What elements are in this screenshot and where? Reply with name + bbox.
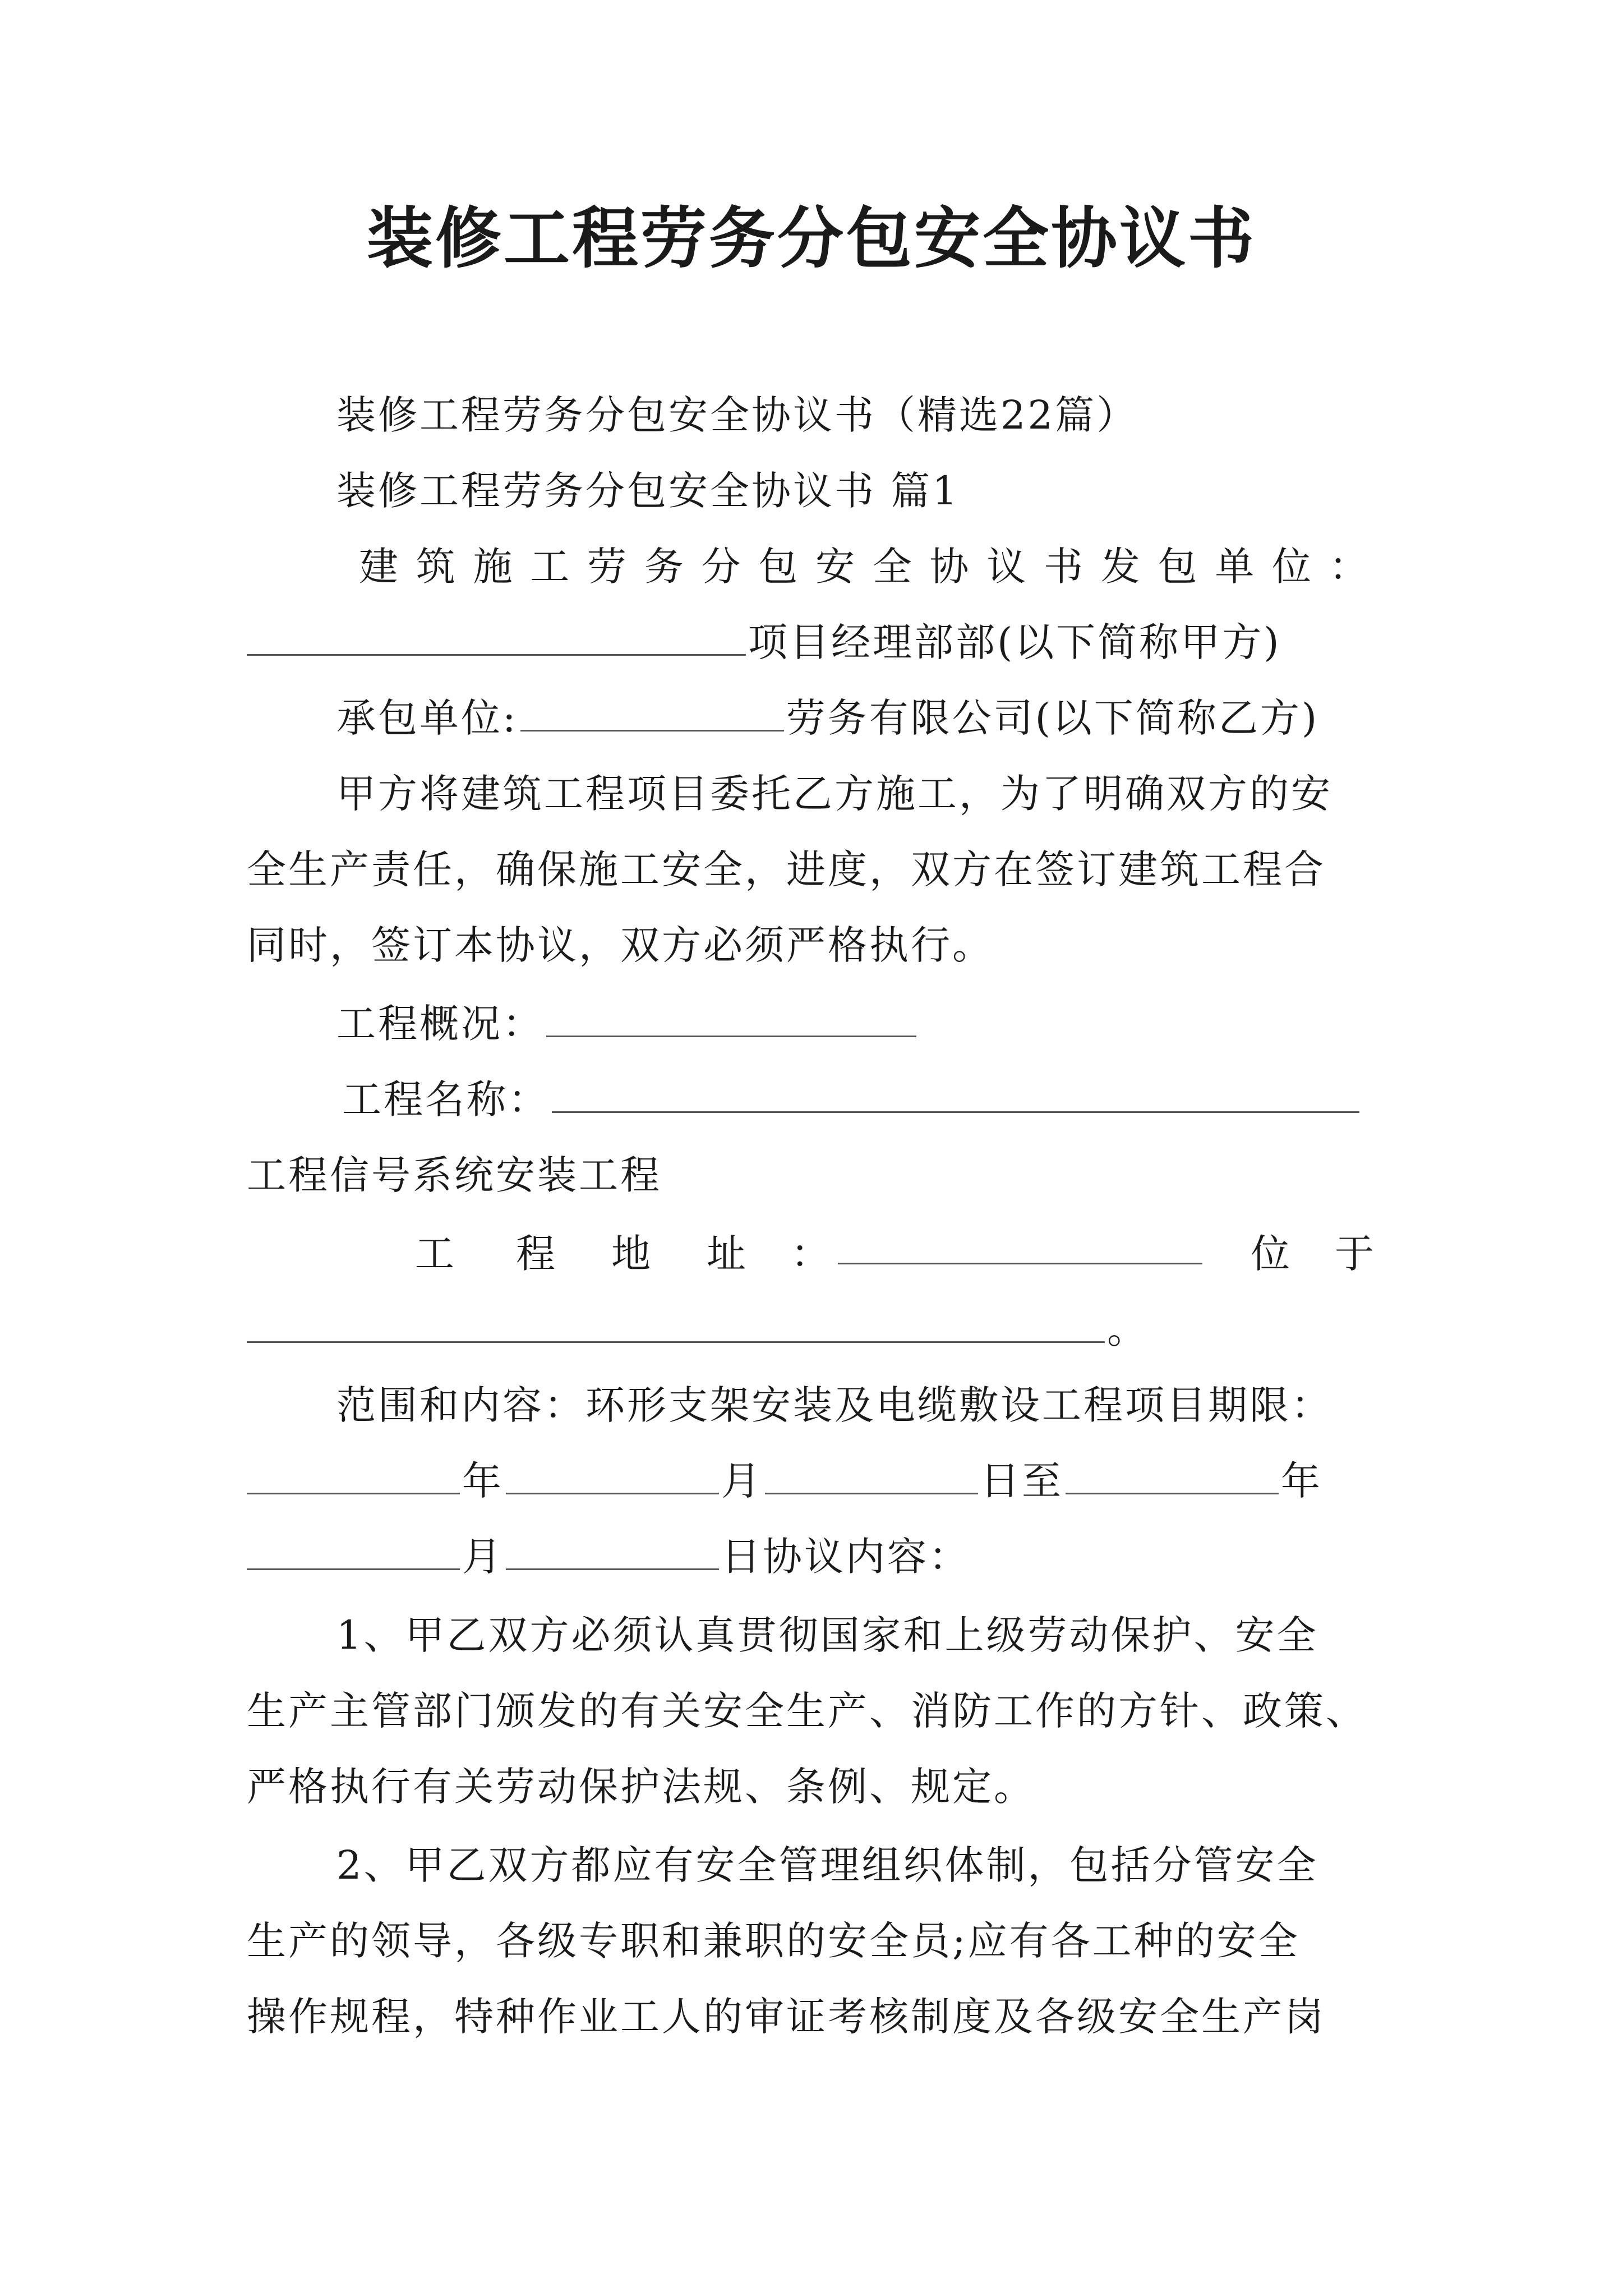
contractor-suffix: 项目经理部部(以下简称甲方) — [748, 619, 1281, 665]
clause1-line-2: 生产主管部门颁发的有关安全生产、消防工作的方针、政策、 — [247, 1688, 1367, 1734]
overview-blank — [546, 999, 916, 1037]
date-line-1: 年 月 日至 年 — [247, 1453, 1322, 1509]
contractor-blank — [247, 617, 746, 656]
year-blank-2 — [1066, 1456, 1279, 1494]
document-title: 装修工程劳务分包安全协议书 — [366, 199, 1256, 277]
clause2-line-2: 生产的领导，各级专职和兼职的安全员;应有各工种的安全 — [247, 1918, 1300, 1964]
subcontractor-label: 承包单位: — [336, 695, 518, 741]
address-line: 工 程 地 址 ： 位 于 — [415, 1226, 1380, 1282]
contractor-line — [247, 614, 1281, 670]
subcontractor-blank — [520, 693, 784, 731]
date-line-2: 月 日协议内容： — [247, 1529, 970, 1585]
clause2-line-1: 2、甲乙双方都应有安全管理组织体制，包括分管安全 — [336, 1842, 1318, 1888]
clause2-line-3: 操作规程，特种作业工人的审证考核制度及各级安全生产岗 — [247, 1994, 1326, 2040]
overview-line — [336, 996, 919, 1052]
intro-line-1: 甲方将建筑工程项目委托乙方施工，为了明确双方的安 — [336, 771, 1332, 817]
subcontractor-line — [336, 690, 1319, 746]
address-end: 。 — [1107, 1306, 1149, 1352]
month-blank-2 — [247, 1531, 460, 1570]
address-blank-1 — [838, 1226, 1202, 1264]
contractor-label: 建 筑 施 工 劳 务 分 包 安 全 协 议 书 发 包 单 位 ： — [359, 544, 1368, 590]
month-blank-1 — [506, 1456, 719, 1494]
subtitle: 装修工程劳务分包安全协议书（精选22篇） — [336, 392, 1138, 438]
intro-line-2: 全生产责任，确保施工安全，进度，双方在签订建筑工程合 — [247, 846, 1326, 892]
name-label: 工程名称： — [342, 1076, 550, 1122]
year-blank-1 — [247, 1456, 460, 1494]
day-blank-1 — [765, 1456, 978, 1494]
name-line — [342, 1071, 1362, 1128]
clause1-line-3: 严格执行有关劳动保护法规、条例、规定。 — [247, 1764, 1035, 1810]
name-value: 工程信号系统安装工程 — [247, 1152, 662, 1198]
name-blank — [552, 1074, 1359, 1113]
overview-label: 工程概况： — [336, 1001, 544, 1047]
intro-line-3: 同时，签订本协议，双方必须严格执行。 — [247, 922, 994, 968]
day-blank-2 — [506, 1531, 719, 1570]
address-blank-2 — [247, 1304, 1105, 1343]
section-heading: 装修工程劳务分包安全协议书 篇1 — [336, 468, 960, 514]
address-line-2 — [247, 1301, 1149, 1358]
clause1-line-1: 1、甲乙双方必须认真贯彻国家和上级劳动保护、安全 — [336, 1612, 1318, 1658]
subcontractor-suffix: 劳务有限公司(以下简称乙方) — [786, 695, 1320, 741]
scope-line: 范围和内容：环形支架安装及电缆敷设工程项目期限： — [336, 1382, 1332, 1428]
